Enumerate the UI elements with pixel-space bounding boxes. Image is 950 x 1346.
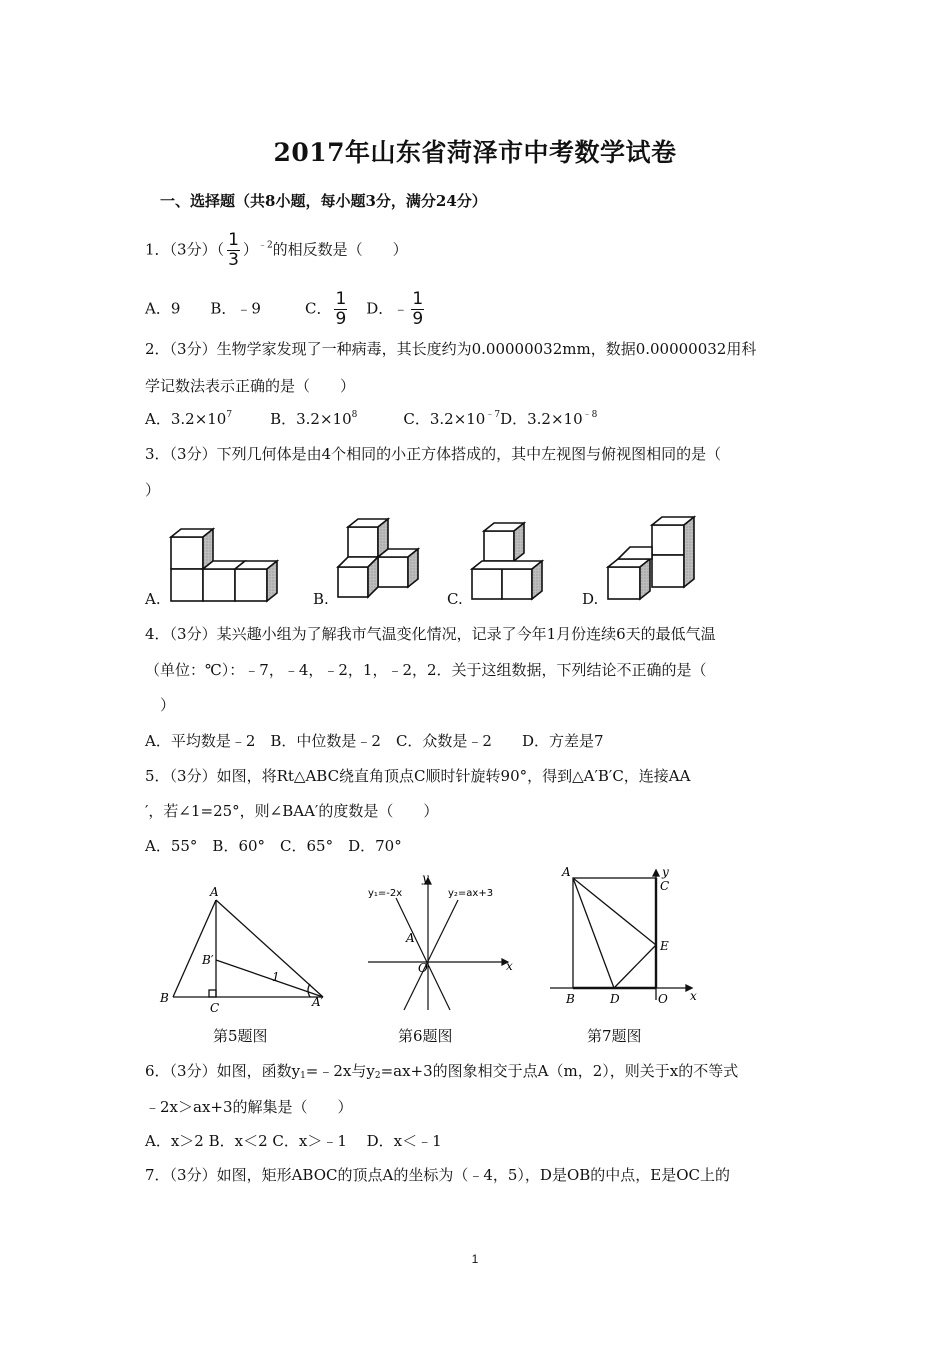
- cube-figure-d: [608, 517, 694, 599]
- cube-figure-c: [472, 523, 542, 599]
- question-2-line-2: 学记数法表示正确的是（ ）: [145, 377, 356, 395]
- svg-text:C: C: [660, 879, 670, 893]
- svg-text:A: A: [406, 931, 415, 945]
- question-5-line-1: 5．（3分）如图，将Rt△ABC绕直角顶点C顺时针旋转90°，得到△A′B′C，连接AA: [145, 767, 691, 785]
- svg-text:D: D: [610, 992, 620, 1006]
- svg-text:y: y: [422, 871, 429, 885]
- question-5-options: A．55° B．60° C．65° D．70°: [145, 837, 402, 855]
- figure-6-caption: 第6题图: [398, 1027, 453, 1045]
- question-3-line-1: 3．（3分）下列几何体是由4个相同的小正方体搭成的，其中左视图与俯视图相同的是（: [145, 445, 722, 463]
- svg-text:O: O: [418, 961, 428, 975]
- fraction: $\frac{1}{9}$: [412, 289, 424, 329]
- svg-text:A′: A′: [312, 995, 324, 1009]
- svg-text:x: x: [690, 989, 697, 1003]
- q3-option-b: B.: [313, 590, 329, 608]
- cube-figures: [140, 505, 820, 615]
- svg-text:y: y: [662, 865, 669, 879]
- question-4-line-1: 4．（3分）某兴趣小组为了解我市气温变化情况，记录了今年1月份连续6天的最低气温: [145, 625, 716, 643]
- question-6-options: A．x＞2 B．x＜2 C．x＞﹣1 D．x＜﹣1: [145, 1132, 442, 1150]
- question-5-line-2: ′，若∠1=25°，则∠BAA′的度数是（ ）: [145, 802, 439, 820]
- question-7-line-1: 7．（3分）如图，矩形ABOC的顶点A的坐标为（﹣4，5），D是OB的中点，E是OC上的: [145, 1166, 730, 1184]
- question-1: 1．（3分）（ $\frac{1}{3}$ ）$^{﹣2}$的相反数是（ ）: [145, 230, 408, 270]
- question-2-options: A．$3.2\times 10^7$ B．$3.2\times 10^8$ C．$3.2\times 10^{﹣7}D$．$3.2\times 10^{﹣8}$: [145, 410, 598, 428]
- question-6-line-1: 6．（3分）如图，函数$y_1=﹣2x$与$y_2=ax+3$的图象相交于点A（m，2），则关于x的不等式: [145, 1062, 739, 1081]
- svg-text:x: x: [506, 959, 513, 973]
- page-number: 1: [471, 1252, 479, 1266]
- svg-text:y₂=ax+3: y₂=ax+3: [448, 888, 494, 899]
- svg-text:B′: B′: [202, 953, 214, 967]
- figure-5-caption: 第5题图: [213, 1027, 268, 1045]
- page-title: 2017年山东省菏泽市中考数学试卷: [273, 138, 677, 167]
- section-heading: 一、选择题（共8小题，每小题3分，满分24分）: [160, 192, 487, 210]
- q3-option-d: D.: [582, 590, 599, 608]
- figure-6: [360, 870, 520, 1020]
- q3-option-a: A.: [145, 590, 161, 608]
- svg-text:y₁=-2x: y₁=-2x: [368, 888, 403, 899]
- svg-text:B: B: [566, 992, 575, 1006]
- question-2-line-1: 2．（3分）生物学家发现了一种病毒，其长度约为0.00000032mm，数据0.00000032用科: [145, 340, 757, 358]
- question-4-line-2: （单位：℃）：﹣7，﹣4，﹣2，1，﹣2，2．关于这组数据，下列结论不正确的是（: [145, 661, 707, 679]
- cube-figure-b: [338, 519, 418, 597]
- question-4-line-3: ）: [160, 696, 176, 714]
- figure-7-caption: 第7题图: [587, 1027, 642, 1045]
- question-4-options: A．平均数是﹣2 B．中位数是﹣2 C．众数是﹣2 D．方差是7: [145, 732, 604, 750]
- question-1-options: A．9 B．﹣9 C． $\frac{1}{9}$ D．﹣ $\frac{1}{9}$: [145, 289, 424, 329]
- svg-text:O: O: [658, 992, 668, 1006]
- fraction: $\frac{1}{3}$: [228, 230, 239, 270]
- svg-text:C: C: [210, 1001, 220, 1015]
- svg-text:B: B: [160, 991, 169, 1005]
- svg-text:E: E: [660, 939, 669, 953]
- question-6-line-2: ﹣2x＞ax+3的解集是（ ）: [145, 1098, 353, 1116]
- svg-text:A: A: [562, 865, 571, 879]
- q3-option-c: C.: [447, 590, 463, 608]
- figure-7: [540, 860, 710, 1010]
- fraction: $\frac{1}{9}$: [335, 289, 347, 329]
- cube-figure-a: [171, 529, 277, 601]
- svg-text:1: 1: [272, 970, 280, 984]
- figure-5: [150, 880, 340, 1020]
- question-3-line-2: ）: [145, 481, 161, 499]
- svg-text:A: A: [210, 885, 219, 899]
